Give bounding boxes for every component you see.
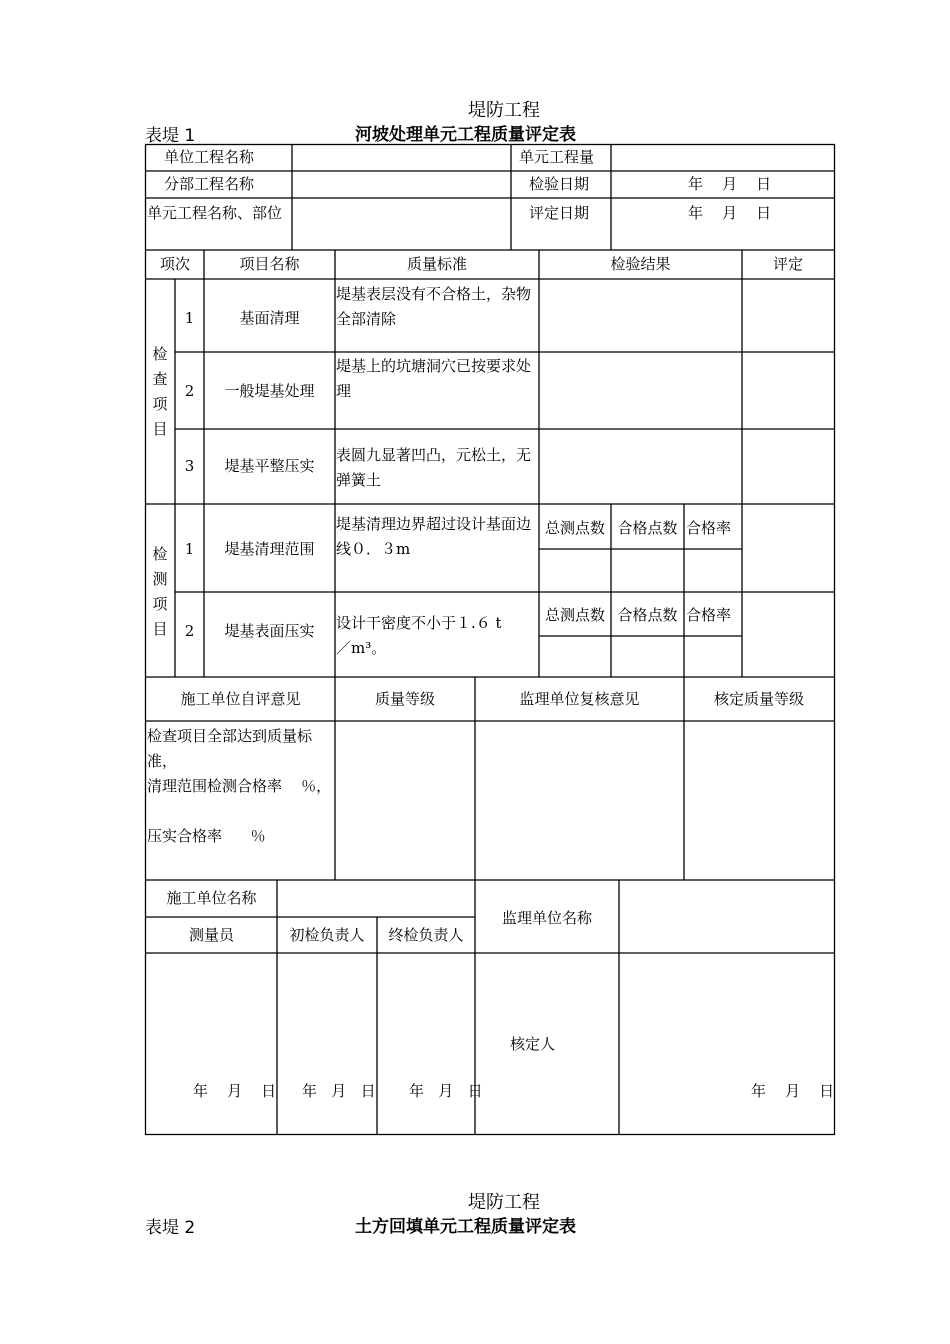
eval-date-value: 年 月 日 (688, 204, 772, 222)
surveyor-date: 年 月 日 (193, 1082, 277, 1100)
element-name-label: 单元工程名称、部位 (147, 204, 283, 222)
final-inspector-label: 终检负责人 (388, 926, 464, 944)
total-points-label: 总测点数 (544, 606, 605, 624)
opinion-line: 压实合格率 ％ (147, 827, 266, 845)
unit-quantity-label: 单元工程量 (519, 148, 595, 166)
check-item-standard: 堤基上的坑塘洞穴已按要求处理 (336, 357, 532, 400)
verifier-label: 核定人 (510, 1035, 556, 1053)
check-item-name: 一般堤基处理 (224, 382, 315, 400)
project-title-2: 堤防工程 (468, 1192, 540, 1213)
header-eval: 评定 (772, 255, 803, 273)
check-group-label: 检查项目 (152, 345, 168, 438)
verifier-date: 年 月 日 (751, 1082, 835, 1100)
total-points-label: 总测点数 (544, 519, 605, 537)
header-standard: 质量标准 (406, 255, 467, 273)
pass-rate-label: 合格率 (686, 519, 732, 537)
measure-item-name: 堤基清理范围 (224, 540, 315, 558)
opinion-line: 清理范围检测合格率 ％， (147, 777, 332, 795)
header-result: 检验结果 (610, 255, 671, 273)
table-title-2: 土方回填单元工程质量评定表 (355, 1217, 576, 1237)
quality-grade-label: 质量等级 (374, 690, 435, 708)
inspect-date-value: 年 月 日 (688, 175, 772, 193)
eval-date-label: 评定日期 (529, 204, 590, 222)
table-title: 河坡处理单元工程质量评定表 (355, 125, 576, 145)
measure-item-name: 堤基表面压实 (224, 622, 315, 640)
supervisor-name-label: 监理单位名称 (501, 909, 592, 927)
opinion-line: 检查项目全部达到质量标准， (147, 727, 313, 770)
initial-inspector-label: 初检负责人 (289, 926, 365, 944)
table-number: 表堤 1 (145, 126, 196, 146)
unit-project-name-label: 单位工程名称 (164, 148, 255, 166)
check-item-name: 堤基平整压实 (224, 457, 315, 475)
measure-item-no: 1 (184, 540, 195, 558)
measure-group-label: 检测项目 (152, 545, 168, 638)
measure-item-standard: 设计干密度不小于１.６ t／m³。 (336, 614, 502, 657)
measure-item-standard: 堤基清理边界超过设计基面边线０．３m (336, 515, 532, 558)
pass-points-label: 合格点数 (617, 606, 678, 624)
final-inspector-date: 年 月 日 (409, 1082, 483, 1100)
measure-item-no: 2 (184, 622, 195, 640)
table-number-2: 表堤 2 (145, 1218, 196, 1238)
check-item-standard: 表圆九显著凹凸，元松土，无弹簧土 (336, 446, 532, 489)
check-item-no: 2 (184, 382, 195, 400)
header-item: 项目名称 (239, 255, 300, 273)
surveyor-label: 测量员 (188, 926, 234, 944)
verified-grade-label: 核定质量等级 (713, 690, 804, 708)
check-item-name: 基面清理 (239, 309, 300, 327)
contractor-name-label: 施工单位名称 (166, 889, 257, 907)
pass-points-label: 合格点数 (617, 519, 678, 537)
pass-rate-label: 合格率 (686, 606, 732, 624)
header-seq: 项次 (159, 255, 190, 273)
check-item-standard: 堤基表层没有不合格土，杂物全部清除 (336, 285, 532, 328)
initial-inspector-date: 年 月 日 (302, 1082, 376, 1100)
project-title: 堤防工程 (468, 100, 540, 121)
sub-project-name-label: 分部工程名称 (164, 175, 255, 193)
check-item-no: 1 (184, 309, 195, 327)
check-item-no: 3 (184, 457, 195, 475)
supervisor-opinion-label: 监理单位复核意见 (519, 690, 640, 708)
self-opinion-label: 施工单位自评意见 (180, 690, 301, 708)
inspect-date-label: 检验日期 (529, 175, 590, 193)
